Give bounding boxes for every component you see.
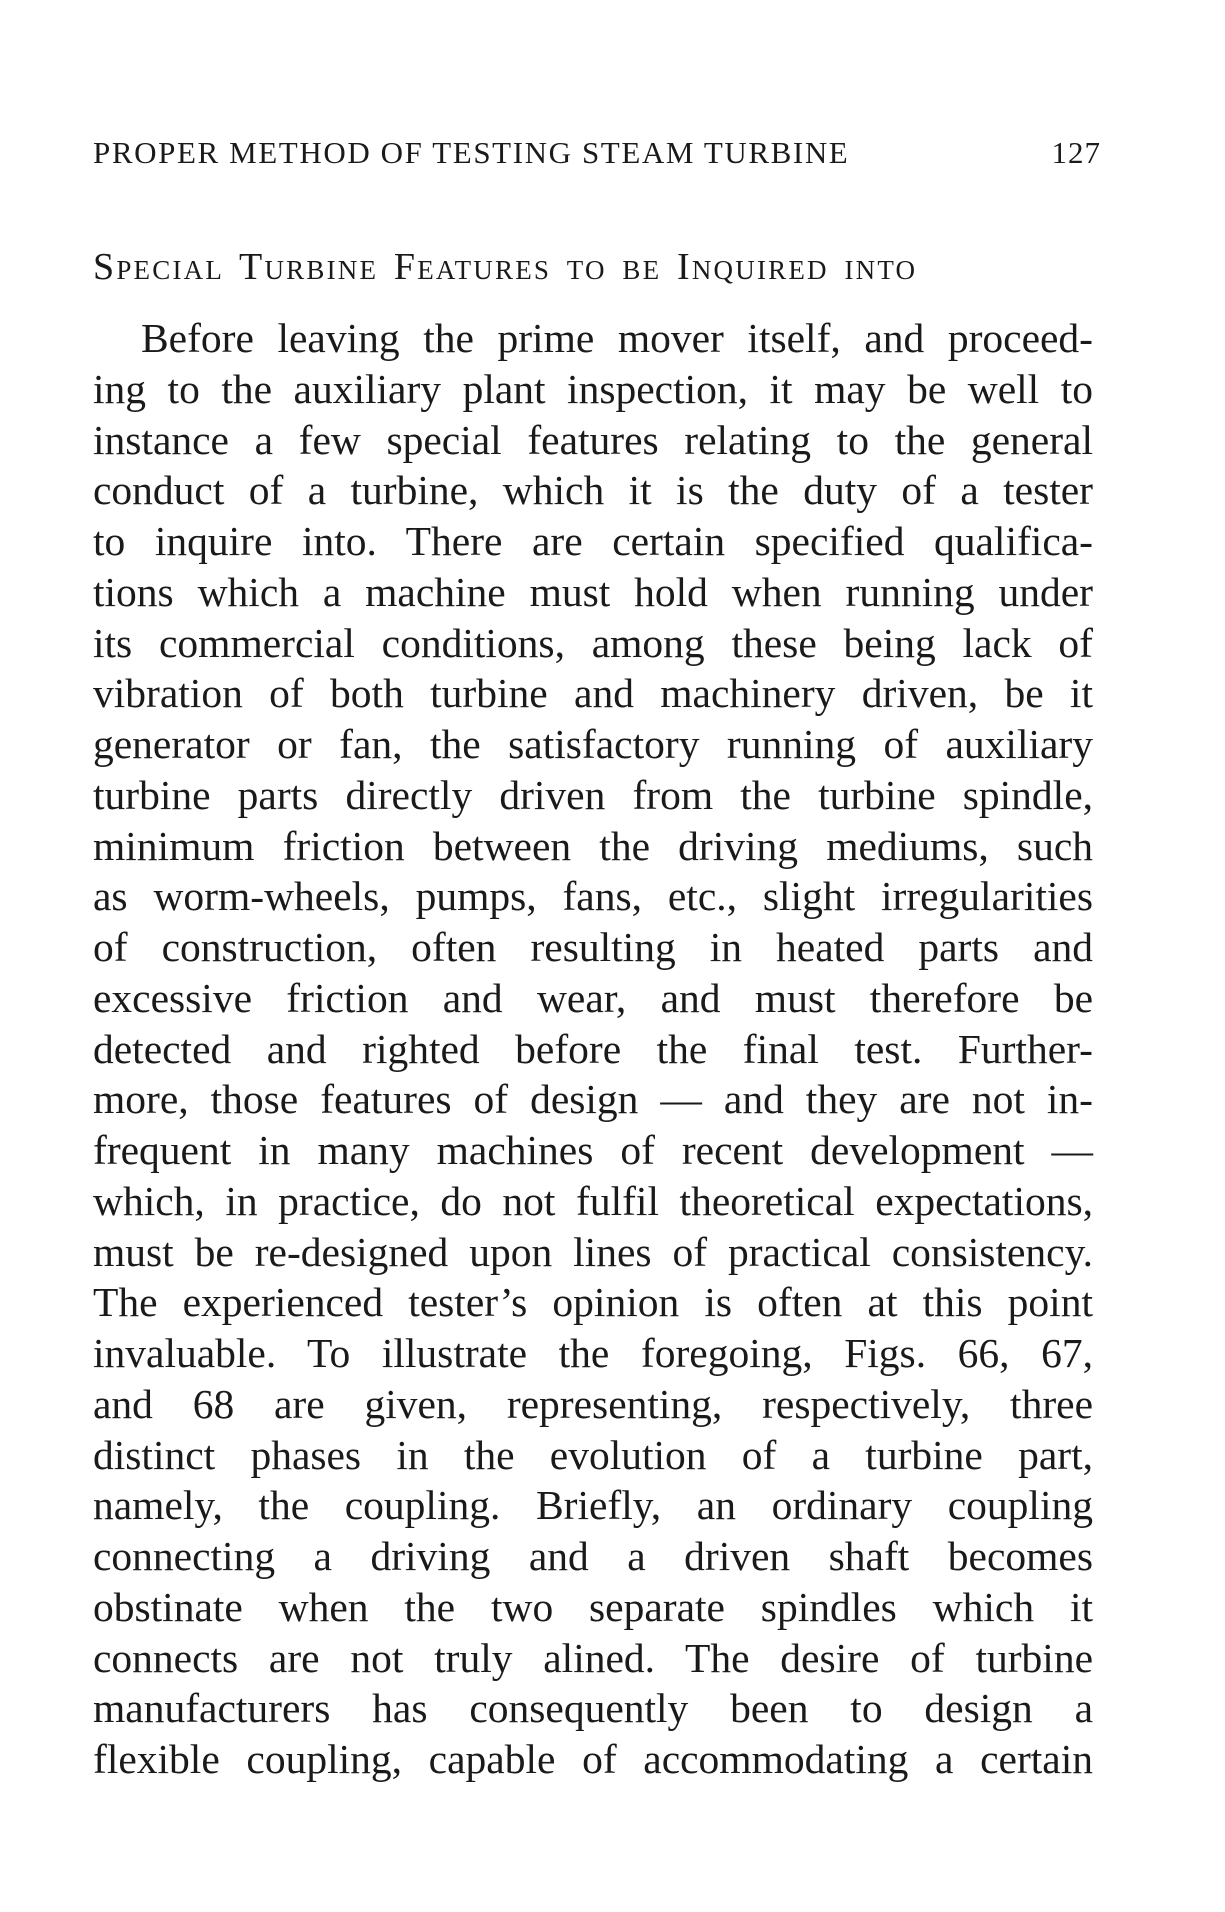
text-line: must be re-designed upon lines of practical consistency. [93, 1228, 1093, 1275]
text-line: invaluable. To illustrate the foregoing, Figs. 66, 67, [93, 1330, 1093, 1376]
text-line: and 68 are given, representing, respectively, three [93, 1380, 1093, 1427]
text-line: detected and righted before the final test. Further- [93, 1025, 1093, 1072]
section-heading: Special Turbine Features to be Inquired into [93, 246, 918, 288]
running-title: PROPER METHOD OF TESTING STEAM TURBINE [93, 135, 850, 170]
text-line: as worm-wheels, pumps, fans, etc., slight irregularities [93, 873, 1093, 920]
page-number: 127 [1051, 135, 1101, 170]
text-line: The experienced tester’s opinion is often at this point [93, 1279, 1093, 1326]
text-line: generator or fan, the satisfactory running of auxiliary [93, 721, 1093, 767]
text-line: of construction, often resulting in heated parts and [93, 924, 1093, 970]
text-line: which, in practice, do not fulfil theoretical expectations, [93, 1177, 1093, 1224]
text-line: obstinate when the two separate spindles which it [93, 1583, 1093, 1630]
text-line: its commercial conditions, among these being lack of [93, 619, 1093, 666]
text-line: connecting a driving and a driven shaft becomes [93, 1533, 1093, 1579]
text-line: flexible coupling, capable of accommodating a certain [93, 1736, 1093, 1782]
text-line: conduct of a turbine, which it is the duty of a tester [93, 467, 1093, 514]
text-line: instance a few special features relating to the general [93, 416, 1093, 463]
text-line: minimum friction between the driving mediums, such [93, 822, 1093, 869]
running-head [93, 133, 1101, 173]
text-line: frequent in many machines of recent development — [93, 1127, 1093, 1173]
text-line: Before leaving the prime mover itself, and proceed- [141, 315, 1093, 361]
text-line: distinct phases in the evolution of a turbine part, [93, 1431, 1093, 1478]
text-line: namely, the coupling. Briefly, an ordinary coupling [93, 1482, 1093, 1529]
text-line: more, those features of design — and they are not in- [93, 1076, 1093, 1123]
text-line: connects are not truly alined. The desire of turbine [93, 1634, 1093, 1681]
text-line: turbine parts directly driven from the turbine spindle, [93, 771, 1093, 818]
text-line: excessive friction and wear, and must therefore be [93, 974, 1093, 1021]
text-line: manufacturers has consequently been to design a [93, 1685, 1093, 1732]
text-line: vibration of both turbine and machinery driven, be it [93, 670, 1093, 717]
text-line: to inquire into. There are certain specified qualifica- [93, 518, 1093, 564]
body-paragraph [93, 313, 1093, 1785]
text-line: tions which a machine must hold when running under [93, 568, 1093, 615]
text-line: ing to the auxiliary plant inspection, it may be well to [93, 365, 1093, 412]
